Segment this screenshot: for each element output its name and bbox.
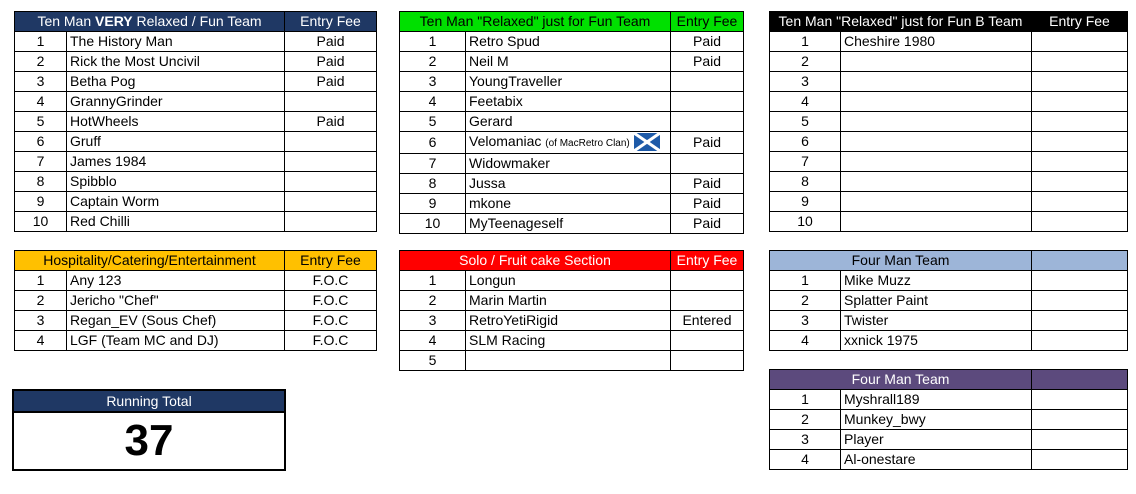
row-number: 5 [400, 351, 466, 371]
entry-fee-status [671, 291, 744, 311]
member-name: YoungTraveller [466, 72, 671, 92]
entry-fee-status: Paid [671, 52, 744, 72]
table-row [400, 52, 744, 72]
entry-fee-status [1032, 192, 1128, 212]
table-row [770, 152, 1128, 172]
member-name: RetroYetiRigid [466, 311, 671, 331]
team3-table [769, 11, 1128, 232]
member-name: MyTeenageself [466, 214, 671, 234]
row-number: 4 [770, 92, 841, 112]
table-row [400, 154, 744, 174]
row-number: 5 [770, 112, 841, 132]
member-name-note: (of MacRetro Clan) [545, 138, 630, 149]
entry-fee-status [671, 92, 744, 112]
entry-fee-status [671, 154, 744, 174]
row-number: 2 [770, 291, 841, 311]
entry-fee-status [671, 351, 744, 371]
member-name: Myshrall189 [841, 390, 1032, 410]
table-row [770, 271, 1128, 291]
entry-fee-status [1032, 112, 1128, 132]
table-row [770, 410, 1128, 430]
member-name: Widowmaker [466, 154, 671, 174]
member-name: Munkey_bwy [841, 410, 1032, 430]
entry-fee-status [1032, 311, 1128, 331]
entry-fee-status: Paid [671, 214, 744, 234]
member-name: Jericho "Chef" [67, 291, 285, 311]
row-number: 2 [400, 52, 466, 72]
team1-fee-header: Entry Fee [285, 12, 377, 32]
entry-fee-status [671, 112, 744, 132]
team2-fee-header: Entry Fee [671, 12, 744, 32]
table-row [400, 92, 744, 112]
row-number: 9 [400, 194, 466, 214]
table-row [770, 112, 1128, 132]
row-number: 1 [770, 390, 841, 410]
entry-fee-status: Paid [671, 194, 744, 214]
row-number: 3 [400, 72, 466, 92]
entry-fee-status: Paid [671, 32, 744, 52]
table-row [400, 271, 744, 291]
team2-title: Ten Man "Relaxed" just for Fun Team [400, 12, 671, 32]
table-row [770, 291, 1128, 311]
solo-table [399, 250, 744, 371]
row-number: 8 [770, 172, 841, 192]
table-row [15, 92, 377, 112]
row-number: 5 [400, 112, 466, 132]
row-number: 6 [400, 132, 466, 154]
table-row [400, 311, 744, 331]
row-number: 3 [400, 311, 466, 331]
row-number: 10 [770, 212, 841, 232]
member-name: Rick the Most Uncivil [67, 52, 285, 72]
four-man-team-b-table [769, 369, 1128, 470]
member-name [841, 92, 1032, 112]
table-row [770, 132, 1128, 152]
row-number: 5 [15, 112, 67, 132]
entry-fee-status [1032, 291, 1128, 311]
member-name: Cheshire 1980 [841, 32, 1032, 52]
table-row [15, 132, 377, 152]
member-name: LGF (Team MC and DJ) [67, 331, 285, 351]
member-name [841, 212, 1032, 232]
member-name [841, 152, 1032, 172]
member-name [466, 132, 671, 154]
table-row [770, 172, 1128, 192]
table-row [15, 271, 377, 291]
entry-fee-status: Paid [285, 112, 377, 132]
member-name: Jussa [466, 174, 671, 194]
table-row [770, 450, 1128, 470]
member-name: Marin Martin [466, 291, 671, 311]
team3-fee-header: Entry Fee [1032, 12, 1128, 32]
table-row [770, 390, 1128, 410]
table-row [400, 72, 744, 92]
table-row [400, 194, 744, 214]
entry-fee-status [1032, 410, 1128, 430]
member-name: Spibblo [67, 172, 285, 192]
member-name: HotWheels [67, 112, 285, 132]
member-name [841, 52, 1032, 72]
row-number: 1 [770, 271, 841, 291]
member-name [841, 192, 1032, 212]
row-number: 2 [15, 291, 67, 311]
table-row [400, 32, 744, 52]
row-number: 1 [15, 271, 67, 291]
table-row [770, 192, 1128, 212]
entry-fee-status [1032, 152, 1128, 172]
row-number: 6 [15, 132, 67, 152]
row-number: 2 [15, 52, 67, 72]
team1-table [14, 11, 377, 232]
row-number: 7 [15, 152, 67, 172]
row-number: 10 [15, 212, 67, 232]
member-name: Al-onestare [841, 450, 1032, 470]
table-row [400, 132, 744, 154]
member-name: Retro Spud [466, 32, 671, 52]
member-name: Gruff [67, 132, 285, 152]
member-name: Twister [841, 311, 1032, 331]
row-number: 3 [15, 311, 67, 331]
table-row [15, 212, 377, 232]
entry-fee-status [285, 152, 377, 172]
table-row [15, 192, 377, 212]
entry-fee-status [1032, 331, 1128, 351]
four-man-team-a-fee-header [1032, 251, 1128, 271]
running-total-box [12, 389, 286, 471]
member-name: SLM Racing [466, 331, 671, 351]
entry-fee-status [671, 271, 744, 291]
entry-fee-status [1032, 52, 1128, 72]
entry-fee-status [1032, 132, 1128, 152]
team3-title: Ten Man "Relaxed" just for Fun B Team [770, 12, 1032, 32]
row-number: 3 [770, 430, 841, 450]
four-man-team-a-title: Four Man Team [770, 251, 1032, 271]
entry-fee-status: Paid [671, 174, 744, 194]
solo-title: Solo / Fruit cake Section [400, 251, 671, 271]
entry-fee-status: F.O.C [285, 311, 377, 331]
table-row [15, 291, 377, 311]
member-name [841, 172, 1032, 192]
table-row [15, 152, 377, 172]
member-name: xxnick 1975 [841, 331, 1032, 351]
row-number: 3 [15, 72, 67, 92]
entry-fee-status [285, 192, 377, 212]
member-name [841, 132, 1032, 152]
table-row [15, 311, 377, 331]
four-man-team-b-title: Four Man Team [770, 370, 1032, 390]
member-name-text: Velomaniac [469, 133, 542, 149]
table-row [770, 212, 1128, 232]
entry-fee-status: F.O.C [285, 271, 377, 291]
entry-fee-status [671, 72, 744, 92]
entry-fee-status [1032, 430, 1128, 450]
table-row [15, 52, 377, 72]
team1-title: Ten Man VERY Relaxed / Fun Team [15, 12, 285, 32]
entry-fee-status [1032, 450, 1128, 470]
row-number: 2 [400, 291, 466, 311]
row-number: 4 [400, 331, 466, 351]
team2-table [399, 11, 744, 234]
member-name: Any 123 [67, 271, 285, 291]
table-row [770, 52, 1128, 72]
table-row [770, 32, 1128, 52]
entry-fee-status [1032, 72, 1128, 92]
table-row [15, 112, 377, 132]
row-number: 4 [400, 92, 466, 112]
member-name [466, 351, 671, 371]
entry-fee-status [1032, 172, 1128, 192]
member-name: The History Man [67, 32, 285, 52]
row-number: 3 [770, 72, 841, 92]
running-total-label: Running Total [14, 391, 284, 413]
entry-fee-status: Entered [671, 311, 744, 331]
hospitality-title: Hospitality/Catering/Entertainment [15, 251, 285, 271]
member-name: Betha Pog [67, 72, 285, 92]
row-number: 1 [15, 32, 67, 52]
row-number: 4 [15, 331, 67, 351]
entry-fee-status: F.O.C [285, 331, 377, 351]
table-row [400, 112, 744, 132]
entry-fee-status: Paid [285, 52, 377, 72]
row-number: 8 [15, 172, 67, 192]
table-row [15, 32, 377, 52]
entry-fee-status [1032, 92, 1128, 112]
row-number: 2 [770, 52, 841, 72]
table-row [770, 331, 1128, 351]
row-number: 6 [770, 132, 841, 152]
row-number: 7 [400, 154, 466, 174]
row-number: 4 [770, 450, 841, 470]
member-name: Mike Muzz [841, 271, 1032, 291]
row-number: 4 [15, 92, 67, 112]
table-row [770, 72, 1128, 92]
member-name: GrannyGrinder [67, 92, 285, 112]
row-number: 1 [400, 271, 466, 291]
member-name: Red Chilli [67, 212, 285, 232]
entry-fee-status [285, 172, 377, 192]
entry-fee-status: F.O.C [285, 291, 377, 311]
member-name: James 1984 [67, 152, 285, 172]
entry-fee-status [1032, 212, 1128, 232]
member-name [841, 72, 1032, 92]
member-name: Splatter Paint [841, 291, 1032, 311]
member-name: Player [841, 430, 1032, 450]
table-row [400, 331, 744, 351]
row-number: 9 [770, 192, 841, 212]
table-row [15, 331, 377, 351]
member-name: Longun [466, 271, 671, 291]
row-number: 2 [770, 410, 841, 430]
running-total-value: 37 [124, 416, 174, 465]
entry-fee-status [285, 212, 377, 232]
table-row [770, 92, 1128, 112]
table-row [770, 311, 1128, 331]
table-row [400, 291, 744, 311]
entry-fee-status: Paid [671, 132, 744, 154]
member-name: Neil M [466, 52, 671, 72]
hospitality-table [14, 250, 377, 351]
four-man-team-a-table [769, 250, 1128, 351]
member-name: Captain Worm [67, 192, 285, 212]
scotland-flag-icon [634, 133, 660, 151]
table-row [400, 214, 744, 234]
member-name: Gerard [466, 112, 671, 132]
entry-fee-status [285, 132, 377, 152]
four-man-team-b-fee-header [1032, 370, 1128, 390]
row-number: 1 [400, 32, 466, 52]
entry-fee-status [1032, 390, 1128, 410]
entry-fee-status [671, 331, 744, 351]
member-name: Regan_EV (Sous Chef) [67, 311, 285, 331]
table-row [15, 72, 377, 92]
entry-fee-status [1032, 32, 1128, 52]
entry-fee-status [1032, 271, 1128, 291]
entry-fee-status [285, 92, 377, 112]
table-row [770, 430, 1128, 450]
table-row [400, 351, 744, 371]
solo-fee-header: Entry Fee [671, 251, 744, 271]
table-row [400, 174, 744, 194]
row-number: 3 [770, 311, 841, 331]
row-number: 8 [400, 174, 466, 194]
row-number: 1 [770, 32, 841, 52]
entry-fee-status: Paid [285, 72, 377, 92]
row-number: 7 [770, 152, 841, 172]
member-name: mkone [466, 194, 671, 214]
member-name: Feetabix [466, 92, 671, 112]
row-number: 4 [770, 331, 841, 351]
hospitality-fee-header: Entry Fee [285, 251, 377, 271]
table-row [15, 172, 377, 192]
row-number: 9 [15, 192, 67, 212]
member-name [841, 112, 1032, 132]
row-number: 10 [400, 214, 466, 234]
entry-fee-status: Paid [285, 32, 377, 52]
